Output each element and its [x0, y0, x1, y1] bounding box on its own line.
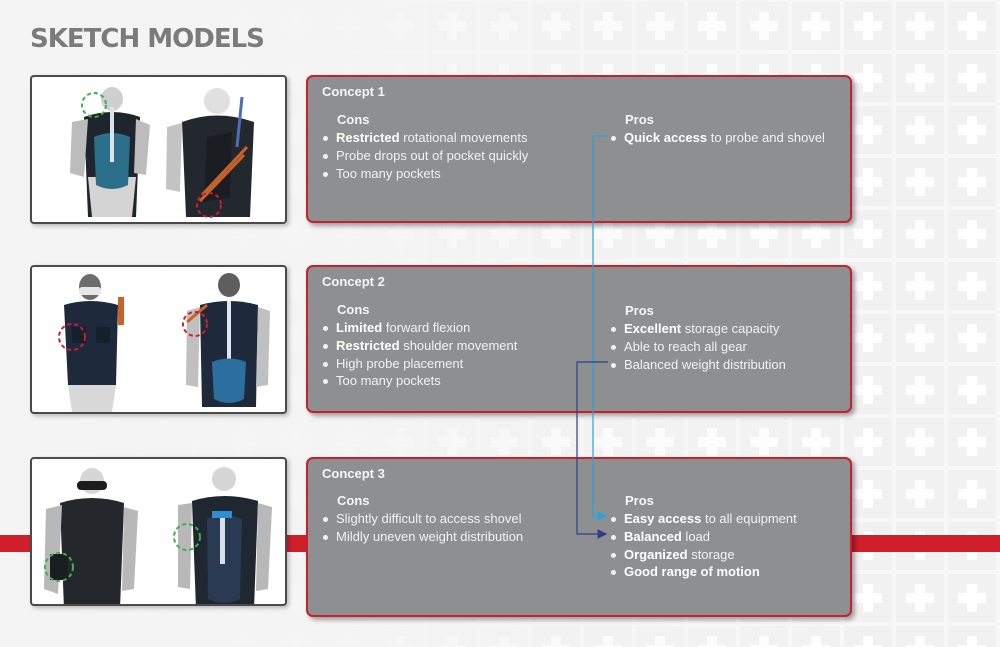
list-item: Too many pockets [322, 165, 528, 183]
list-item: Balanced load [610, 528, 797, 546]
concept-1-pros-heading: Pros [625, 112, 654, 127]
concept-3-title: Concept 3 [322, 466, 385, 481]
list-item: Limited forward flexion [322, 319, 517, 337]
concept-2-cons-heading: Cons [337, 302, 370, 317]
list-item: Organized storage [610, 546, 797, 564]
concept-1-vest-illustration [32, 77, 285, 222]
concept-3-cons-heading: Cons [337, 493, 370, 508]
concept-3-pros-list [610, 510, 797, 581]
concept-2-pros-list [610, 320, 786, 373]
concept-1-panel [306, 75, 852, 223]
list-item: Too many pockets [322, 372, 517, 390]
list-item: Restricted rotational movements [322, 129, 528, 147]
list-item: Slightly difficult to access shovel [322, 510, 523, 528]
concept-3-panel [306, 457, 852, 617]
concept-2-pros-heading: Pros [625, 303, 654, 318]
list-item: Quick access to probe and shovel [610, 129, 825, 147]
list-item: Probe drops out of pocket quickly [322, 147, 528, 165]
concept-2-vest-illustration [32, 267, 285, 412]
concept-2-title: Concept 2 [322, 274, 385, 289]
list-item: Balanced weight distribution [610, 356, 786, 374]
concept-3-cons-list [322, 510, 523, 546]
list-item: Easy access to all equipment [610, 510, 797, 528]
concept-1-photo [30, 75, 287, 224]
list-item: Excellent storage capacity [610, 320, 786, 338]
list-item: High probe placement [322, 355, 517, 373]
concept-2-photo [30, 265, 287, 414]
concept-1-cons-list [322, 129, 528, 182]
concept-2-cons-list [322, 319, 517, 390]
list-item: Able to reach all gear [610, 338, 786, 356]
concept-3-vest-illustration [32, 459, 285, 606]
concept-1-cons-heading: Cons [337, 112, 370, 127]
list-item: Good range of motion [610, 563, 797, 581]
list-item: Restricted shoulder movement [322, 337, 517, 355]
page-title: SKETCH MODELS [30, 24, 264, 54]
list-item: Mildly uneven weight distribution [322, 528, 523, 546]
concept-2-panel [306, 265, 852, 413]
concept-1-title: Concept 1 [322, 84, 385, 99]
concept-3-pros-heading: Pros [625, 493, 654, 508]
concept-3-photo [30, 457, 287, 606]
concept-1-pros-list [610, 129, 825, 147]
